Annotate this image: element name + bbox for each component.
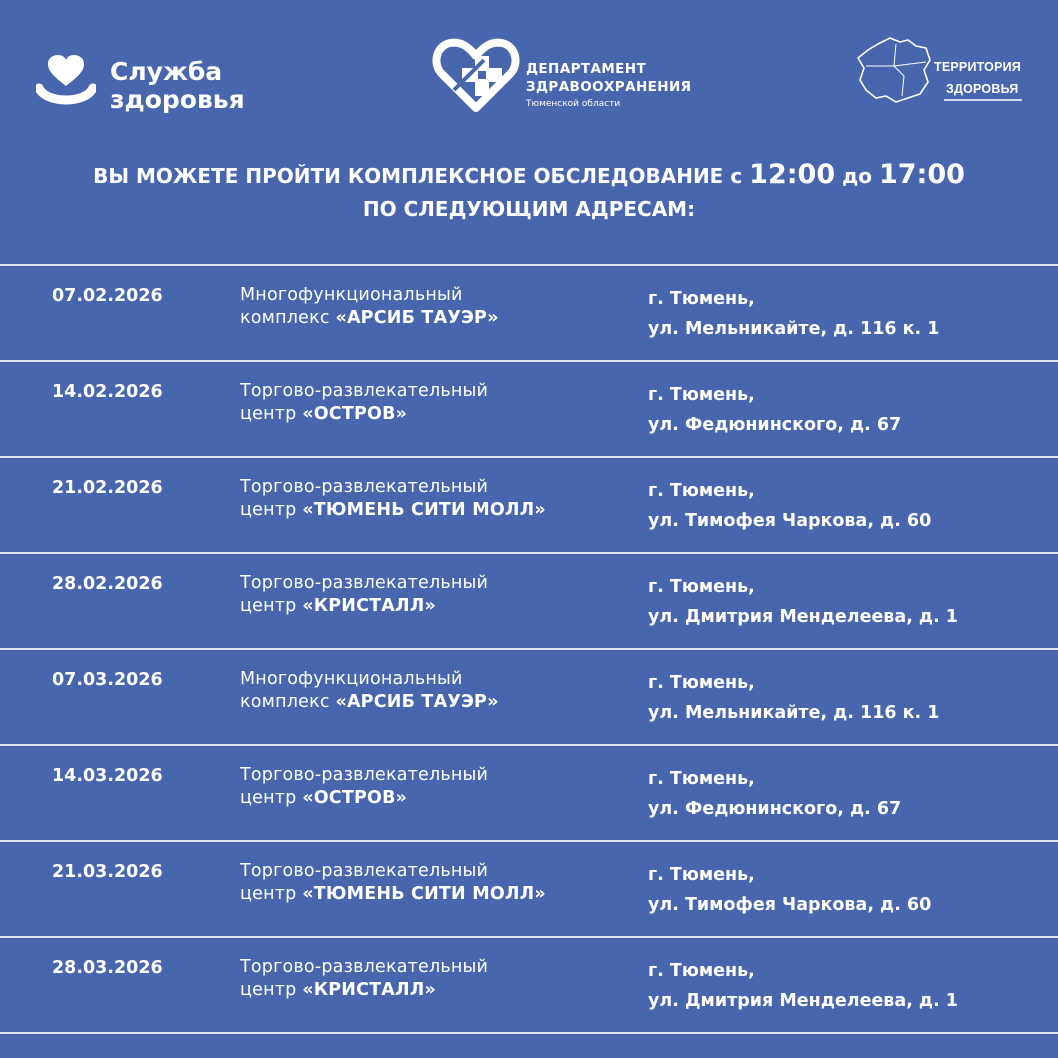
venue-name: «ОСТРОВ» <box>302 788 408 808</box>
event-address <box>648 860 931 920</box>
schedule-row <box>0 650 1058 744</box>
sluzhba-zdorovya-logo <box>36 54 276 114</box>
address-city: г. Тюмень, <box>648 577 755 597</box>
venue-name: «АРСИБ ТАУЭР» <box>335 308 499 328</box>
event-venue <box>240 284 499 330</box>
venue-name-line <box>240 787 488 810</box>
event-venue <box>240 476 546 522</box>
venue-type: Многофункциональный <box>240 669 463 689</box>
venue-name-line <box>240 979 488 1002</box>
venue-name-line <box>240 595 488 618</box>
venue-name-line <box>240 403 488 426</box>
row-divider <box>0 1032 1058 1034</box>
address-city: г. Тюмень, <box>648 481 755 501</box>
address-city: г. Тюмень, <box>648 673 755 693</box>
venue-prefix: комплекс <box>240 692 330 712</box>
schedule-row <box>0 938 1058 1032</box>
headline-text: ВЫ МОЖЕТЕ ПРОЙТИ КОМПЛЕКСНОЕ ОБСЛЕДОВАНИЕ <box>93 164 724 188</box>
event-date: 21.02.2026 <box>52 478 163 498</box>
event-date: 21.03.2026 <box>52 862 163 882</box>
event-venue <box>240 764 488 810</box>
schedule-row <box>0 746 1058 840</box>
venue-name-line <box>240 307 499 330</box>
headline-line1 <box>0 156 1058 194</box>
address-street: ул. Тимофея Чаркова, д. 60 <box>648 511 932 531</box>
event-address <box>648 764 901 824</box>
venue-name: «ТЮМЕНЬ СИТИ МОЛЛ» <box>302 884 546 904</box>
address-city: г. Тюмень, <box>648 769 755 789</box>
venue-name-line <box>240 499 546 522</box>
venue-prefix: центр <box>240 596 303 616</box>
address-street: ул. Мельникайте, д. 116 к. 1 <box>648 319 940 339</box>
address-street: ул. Дмитрия Менделеева, д. 1 <box>648 607 958 627</box>
event-address <box>648 380 901 440</box>
venue-type: Торгово-развлекательный <box>240 957 489 977</box>
address-city: г. Тюмень, <box>648 865 755 885</box>
event-venue <box>240 380 488 426</box>
schedule-table <box>0 264 1058 1034</box>
department-name-line1: ДЕПАРТАМЕНТ <box>526 61 647 77</box>
department-name-line2: ЗДРАВООХРАНЕНИЯ <box>526 79 692 95</box>
territory-text-line1: ТЕРРИТОРИЯ <box>934 60 1021 74</box>
venue-prefix: центр <box>240 788 297 808</box>
address-city: г. Тюмень, <box>648 385 755 405</box>
event-venue <box>240 860 546 906</box>
time-from: 12:00 <box>749 159 836 190</box>
department-region: Тюменской области <box>526 99 621 109</box>
event-venue <box>240 956 488 1002</box>
venue-name: «КРИСТАЛЛ» <box>302 596 436 616</box>
heart-cross-icon <box>432 38 520 114</box>
event-address <box>648 668 939 728</box>
address-street: ул. Федюнинского, д. 67 <box>648 415 902 435</box>
venue-name-line <box>240 691 499 714</box>
address-street: ул. Федюнинского, д. 67 <box>648 799 902 819</box>
headline-line2: ПО СЛЕДУЮЩИМ АДРЕСАМ: <box>362 197 696 221</box>
venue-prefix: центр <box>240 404 297 424</box>
venue-name: «КРИСТАЛЛ» <box>302 980 436 1000</box>
venue-prefix: центр <box>240 980 297 1000</box>
venue-type: Торгово-развлекательный <box>240 477 489 497</box>
event-venue <box>240 668 499 714</box>
venue-name: «АРСИБ ТАУЭР» <box>335 692 499 712</box>
event-date: 07.02.2026 <box>52 286 163 306</box>
address-street: ул. Тимофея Чаркова, д. 60 <box>648 895 932 915</box>
event-date: 28.03.2026 <box>52 958 163 978</box>
venue-type: Многофункциональный <box>240 285 463 305</box>
schedule-row <box>0 266 1058 360</box>
territory-text-line2: ЗДОРОВЬЯ <box>946 82 1019 96</box>
header <box>0 0 1058 150</box>
event-date: 14.02.2026 <box>52 382 163 402</box>
schedule-row <box>0 458 1058 552</box>
venue-name: «ОСТРОВ» <box>302 404 408 424</box>
event-address <box>648 476 931 536</box>
event-address <box>648 572 958 632</box>
venue-type: Торгово-развлекательный <box>240 861 489 881</box>
address-city: г. Тюмень, <box>648 289 755 309</box>
event-date: 07.03.2026 <box>52 670 163 690</box>
schedule-row <box>0 554 1058 648</box>
headline-from-word: с <box>730 164 743 188</box>
schedule-row <box>0 842 1058 936</box>
venue-type: Торгово-развлекательный <box>240 765 489 785</box>
department-logo <box>432 38 722 118</box>
venue-type: Торгово-развлекательный <box>240 573 489 593</box>
venue-prefix: центр <box>240 884 297 904</box>
headline <box>0 156 1058 224</box>
schedule-row <box>0 362 1058 456</box>
address-street: ул. Дмитрия Менделеева, д. 1 <box>648 991 958 1011</box>
event-venue <box>240 572 488 618</box>
heart-smile-icon <box>36 54 96 110</box>
venue-type: Торгово-развлекательный <box>240 381 489 401</box>
venue-name-line <box>240 883 546 906</box>
event-date: 28.02.2026 <box>52 574 163 594</box>
venue-prefix: центр <box>240 500 297 520</box>
event-address <box>648 956 958 1016</box>
address-street: ул. Мельникайте, д. 116 к. 1 <box>648 703 940 723</box>
territory-logo <box>856 36 1026 108</box>
event-date: 14.03.2026 <box>52 766 163 786</box>
address-city: г. Тюмень, <box>648 961 755 981</box>
event-address <box>648 284 939 344</box>
sluzhba-logo-text: Служба здоровья <box>110 57 245 114</box>
venue-prefix: комплекс <box>240 308 330 328</box>
headline-to-word: до <box>842 164 872 188</box>
venue-name: «ТЮМЕНЬ СИТИ МОЛЛ» <box>302 500 546 520</box>
time-to: 17:00 <box>878 159 965 190</box>
